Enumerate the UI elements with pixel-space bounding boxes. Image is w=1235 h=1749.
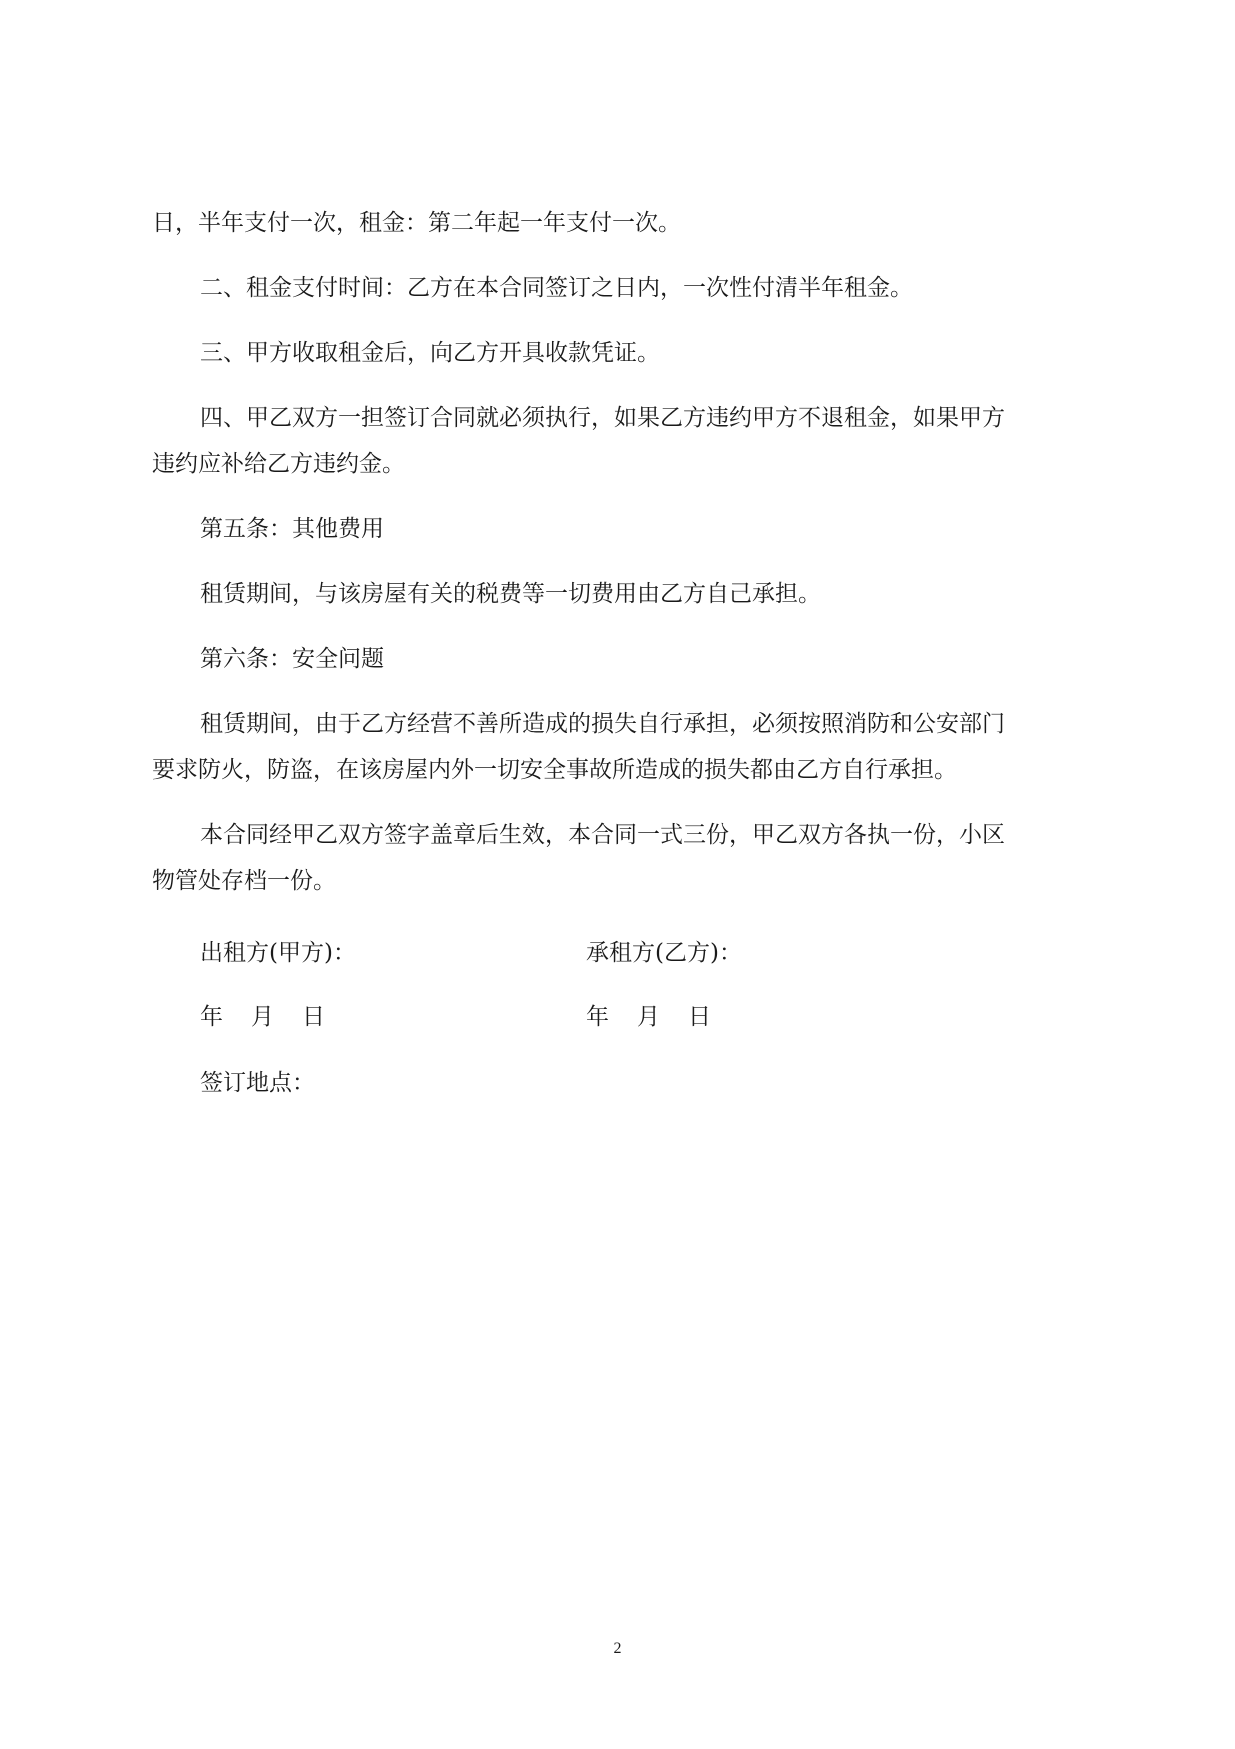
paragraph-line: 三、甲方收取租金后，向乙方开具收款凭证。 <box>200 340 660 366</box>
paragraph-line: 要求防火，防盗，在该房屋内外一切安全事故所造成的损失都由乙方自行承担。 <box>152 757 957 783</box>
paragraph-line: 二、租金支付时间：乙方在本合同签订之日内，一次性付清半年租金。 <box>200 275 913 301</box>
paragraph-line: 违约应补给乙方违约金。 <box>152 451 405 477</box>
paragraph-line: 日，半年支付一次，租金：第二年起一年支付一次。 <box>152 210 681 236</box>
paragraph-line: 租赁期间，与该房屋有关的税费等一切费用由乙方自己承担。 <box>200 581 821 607</box>
date-year: 年 <box>200 1004 223 1030</box>
signing-place-label: 签订地点： <box>200 1070 315 1096</box>
paragraph-line: 本合同经甲乙双方签字盖章后生效，本合同一式三份，甲乙双方各执一份，小区 <box>200 822 1005 848</box>
section-heading: 第五条：其他费用 <box>200 516 384 542</box>
section-heading: 第六条：安全问题 <box>200 646 384 672</box>
paragraph-line: 物管处存档一份。 <box>152 868 336 894</box>
date-day: 日 <box>688 1004 711 1030</box>
lessor-label: 出租方(甲方)： <box>200 940 356 966</box>
date-month: 月 <box>251 1004 274 1030</box>
date-day: 日 <box>302 1004 325 1030</box>
date-month: 月 <box>637 1004 660 1030</box>
lessor-date <box>200 1004 325 1030</box>
page-number: 2 <box>613 1640 622 1657</box>
paragraph-line: 租赁期间，由于乙方经营不善所造成的损失自行承担，必须按照消防和公安部门 <box>200 711 1005 737</box>
lessee-date <box>586 1004 711 1030</box>
lessee-label: 承租方(乙方)： <box>586 940 742 966</box>
date-year: 年 <box>586 1004 609 1030</box>
paragraph-line: 四、甲乙双方一担签订合同就必须执行，如果乙方违约甲方不退租金，如果甲方 <box>200 405 1005 431</box>
